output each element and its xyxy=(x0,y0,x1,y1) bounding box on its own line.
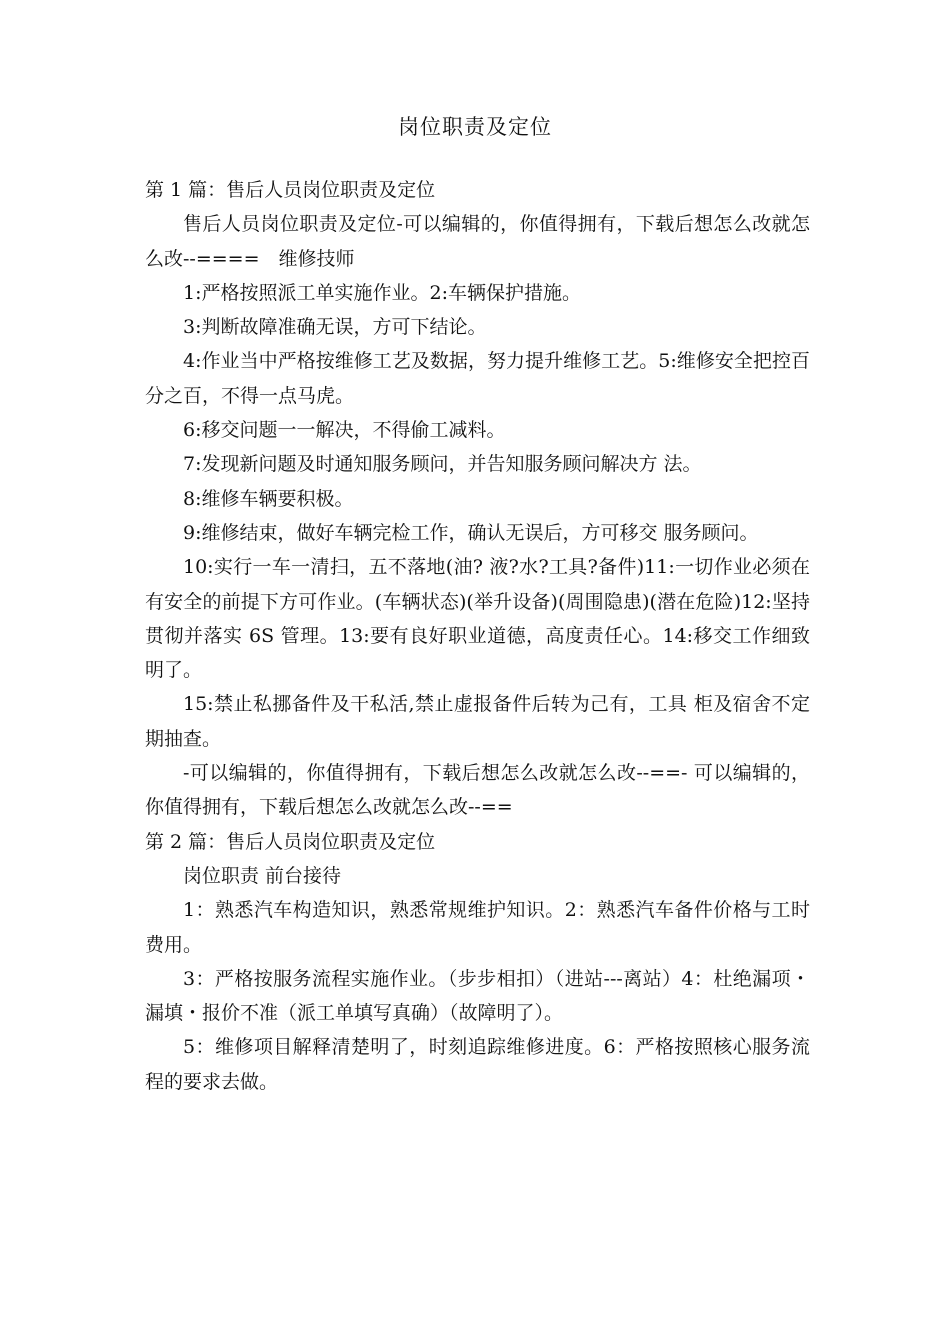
paragraph: 9:维修结束，做好车辆完检工作，确认无误后，方可移交 服务顾问。 xyxy=(183,521,759,544)
paragraph: 售后人员岗位职责及定位-可以编辑的，你值得拥有，下载后想怎么改就怎么改--==== 维修技师 xyxy=(145,213,810,270)
paragraph: 5：维修项目解释清楚明了，时刻追踪维修进度。6：严格按照核心服务流程的要求去做。 xyxy=(145,1036,810,1093)
paragraph: 6:移交问题一一解决，不得偷工减料。 xyxy=(183,419,506,442)
paragraph: -可以编辑的，你值得拥有，下载后想怎么改就怎么改--==- 可以编辑的，你值得拥有，下载后想怎么改就怎么改--== xyxy=(145,762,810,819)
paragraph: 15:禁止私挪备件及干私活,禁止虚报备件后转为己有，工具 柜及宿舍不定期抽查。 xyxy=(145,693,810,750)
paragraph: 3:判断故障准确无误，方可下结论。 xyxy=(183,316,487,339)
paragraph: 1：熟悉汽车构造知识，熟悉常规维护知识。2：熟悉汽车备件价格与工时费用。 xyxy=(145,899,810,956)
paragraph: 4:作业当中严格按维修工艺及数据，努力提升维修工艺。5:维修安全把控百分之百，不得一点马虎。 xyxy=(145,350,810,407)
paragraph: 7:发现新问题及时通知服务顾问，并告知服务顾问解决方 法。 xyxy=(183,453,702,476)
paragraph: 1:严格按照派工单实施作业。2:车辆保护措施。 xyxy=(183,281,581,304)
paragraph: 8:维修车辆要积极。 xyxy=(183,487,354,510)
paragraph: 10:实行一车一清扫，五不落地(油? 液?水?工具?备件)11:一切作业必须在有安全的前提下方可作业。(车辆状态)(举升设备)(周围隐患)(潜在危险)12:坚持贯彻并落实 6S 管理。13:要有良好职业道德，高度责任心。14:移交工作细致明了。 xyxy=(145,556,810,682)
paragraph: 岗位职责 前台接待 xyxy=(183,864,342,887)
paragraph: 3：严格按服务流程实施作业。（步步相扣）（进站---离站）4：杜绝漏项・漏填・报价不准（派工单填写真确）（故障明了）。 xyxy=(145,967,810,1025)
document-title: 岗位职责及定位 xyxy=(398,115,552,139)
document-body xyxy=(145,173,810,1099)
section-heading-2: 第 2 篇：售后人员岗位职责及定位 xyxy=(145,830,436,853)
section-heading-1: 第 1 篇：售后人员岗位职责及定位 xyxy=(145,179,436,201)
